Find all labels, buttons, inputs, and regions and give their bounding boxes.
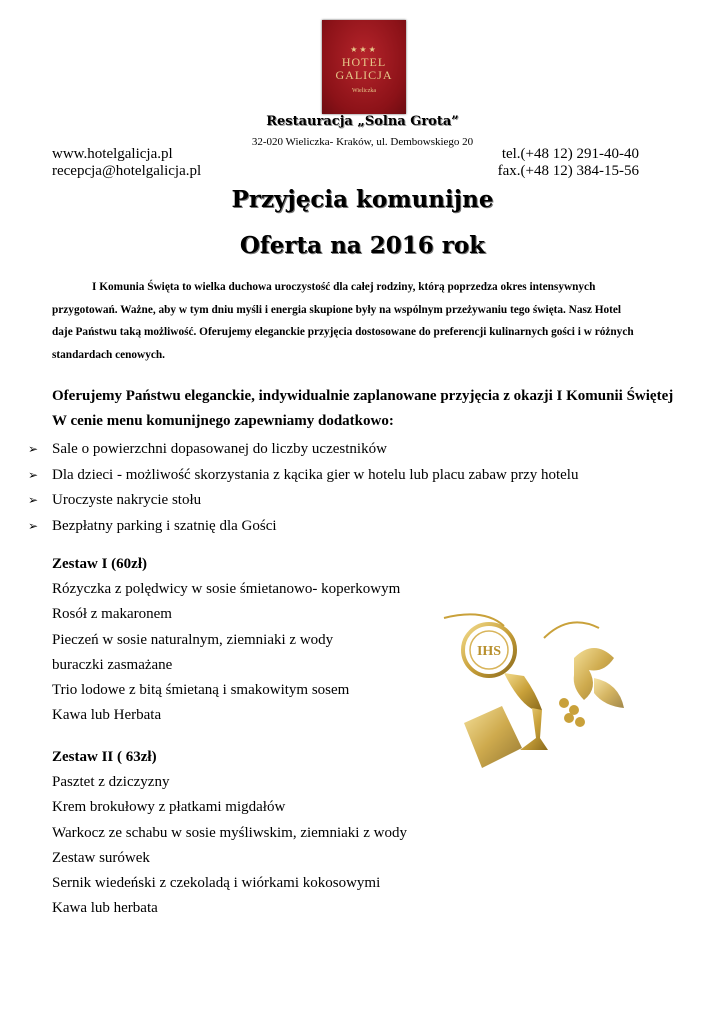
list-item: ➢ Sale o powierzchni dopasowanej do liczby uczestników bbox=[28, 441, 387, 458]
menu-item: Kawa lub Herbata bbox=[52, 707, 162, 724]
menu-item: Sernik wiedeński z czekoladą i wiórkami kokosowymi bbox=[52, 875, 381, 892]
menu-item: Kawa lub herbata bbox=[52, 900, 158, 917]
intro-line: I Komunia Święta to wielka duchowa uroczystość dla całej rodziny, którą poprzedza okres intensywnych bbox=[92, 281, 596, 293]
logo-line-2: GALICJA bbox=[335, 67, 393, 82]
list-item: ➢ Uroczyste nakrycie stołu bbox=[28, 492, 202, 509]
arrow-bullet-icon: ➢ bbox=[28, 518, 39, 533]
menu-item: Krem brokułowy z płatkami migdałów bbox=[52, 799, 286, 816]
menu-item: Rózyczka z polędwicy w sosie śmietanowo- koperkowym bbox=[52, 581, 401, 597]
menu1-heading: Zestaw I (60zł) bbox=[52, 556, 147, 572]
arrow-bullet-icon: ➢ bbox=[28, 442, 39, 457]
page-title: Przyjęcia komunijne bbox=[231, 186, 494, 213]
menu2-heading: Zestaw II ( 63zł) bbox=[52, 749, 157, 765]
logo-line-3: Wieliczka bbox=[351, 87, 377, 94]
offer-line: Oferujemy Państwu eleganckie, indywidualnie zaplanowane przyjęcia z okazji I Komunii Świętej bbox=[52, 388, 674, 404]
fax-number: fax.(+48 12) 384-15-56 bbox=[497, 163, 639, 179]
chalice-icon bbox=[504, 673, 542, 710]
menu-item: Pieczeń w sosie naturalnym, ziemniaki z wody bbox=[52, 631, 334, 648]
intro-line: standardach cenowych. bbox=[52, 348, 165, 361]
list-item: ➢ Dla dzieci - możliwość skorzystania z kącika gier w hotelu lub placu zabaw przy hotelu bbox=[28, 466, 579, 483]
intro-line: daje Państwu taką możliwość. Oferujemy eleganckie przyjęcia dostosowane do preferencji kulinarnych gości i w różnych bbox=[52, 326, 634, 338]
menu-item: Pasztet z dziczyzny bbox=[52, 774, 170, 790]
intro-paragraph bbox=[52, 276, 690, 366]
communion-emblem-icon bbox=[424, 598, 654, 783]
page-subtitle: Oferta na 2016 rok bbox=[239, 232, 486, 259]
arrow-bullet-icon: ➢ bbox=[28, 493, 39, 508]
included-list bbox=[28, 437, 578, 539]
hotel-logo bbox=[322, 20, 406, 114]
logo-line-1: HOTEL bbox=[341, 54, 387, 69]
menu-item: Trio lodowe z bitą śmietaną i smakowitym sosem bbox=[52, 682, 350, 699]
address: 32-020 Wieliczka- Kraków, ul. Dembowskiego 20 bbox=[251, 136, 474, 148]
restaurant-name: Restauracja „Solna Grota” bbox=[266, 114, 459, 129]
phone-number: tel.(+48 12) 291-40-40 bbox=[501, 146, 639, 162]
menu-item: Zestaw surówek bbox=[52, 849, 150, 866]
email-link[interactable]: recepcja@hotelgalicja.pl bbox=[52, 163, 202, 179]
intro-line: przygotowań. Ważne, aby w tym dniu myśli i energia skupione były na wspólnym przeżywaniu tego święta. Nasz Hotel bbox=[52, 303, 622, 316]
website-link[interactable]: www.hotelgalicja.pl bbox=[52, 146, 173, 162]
menu2-list bbox=[52, 774, 407, 926]
arrow-bullet-icon: ➢ bbox=[28, 467, 39, 482]
menu-item: Warkocz ze schabu w sosie myśliwskim, ziemniaki z wody bbox=[52, 824, 407, 841]
menu1-list bbox=[52, 581, 400, 733]
list-item: ➢ Bezpłatny parking i szatnię dla Gości bbox=[28, 517, 277, 534]
menu-item: Rosół z makaronem bbox=[52, 606, 172, 623]
ihs-text: IHS bbox=[476, 644, 502, 659]
logo-stars: ★★★ bbox=[350, 44, 378, 54]
menu-item: buraczki zasmażane bbox=[52, 656, 173, 673]
included-heading: W cenie menu komunijnego zapewniamy dodatkowo: bbox=[52, 413, 394, 429]
